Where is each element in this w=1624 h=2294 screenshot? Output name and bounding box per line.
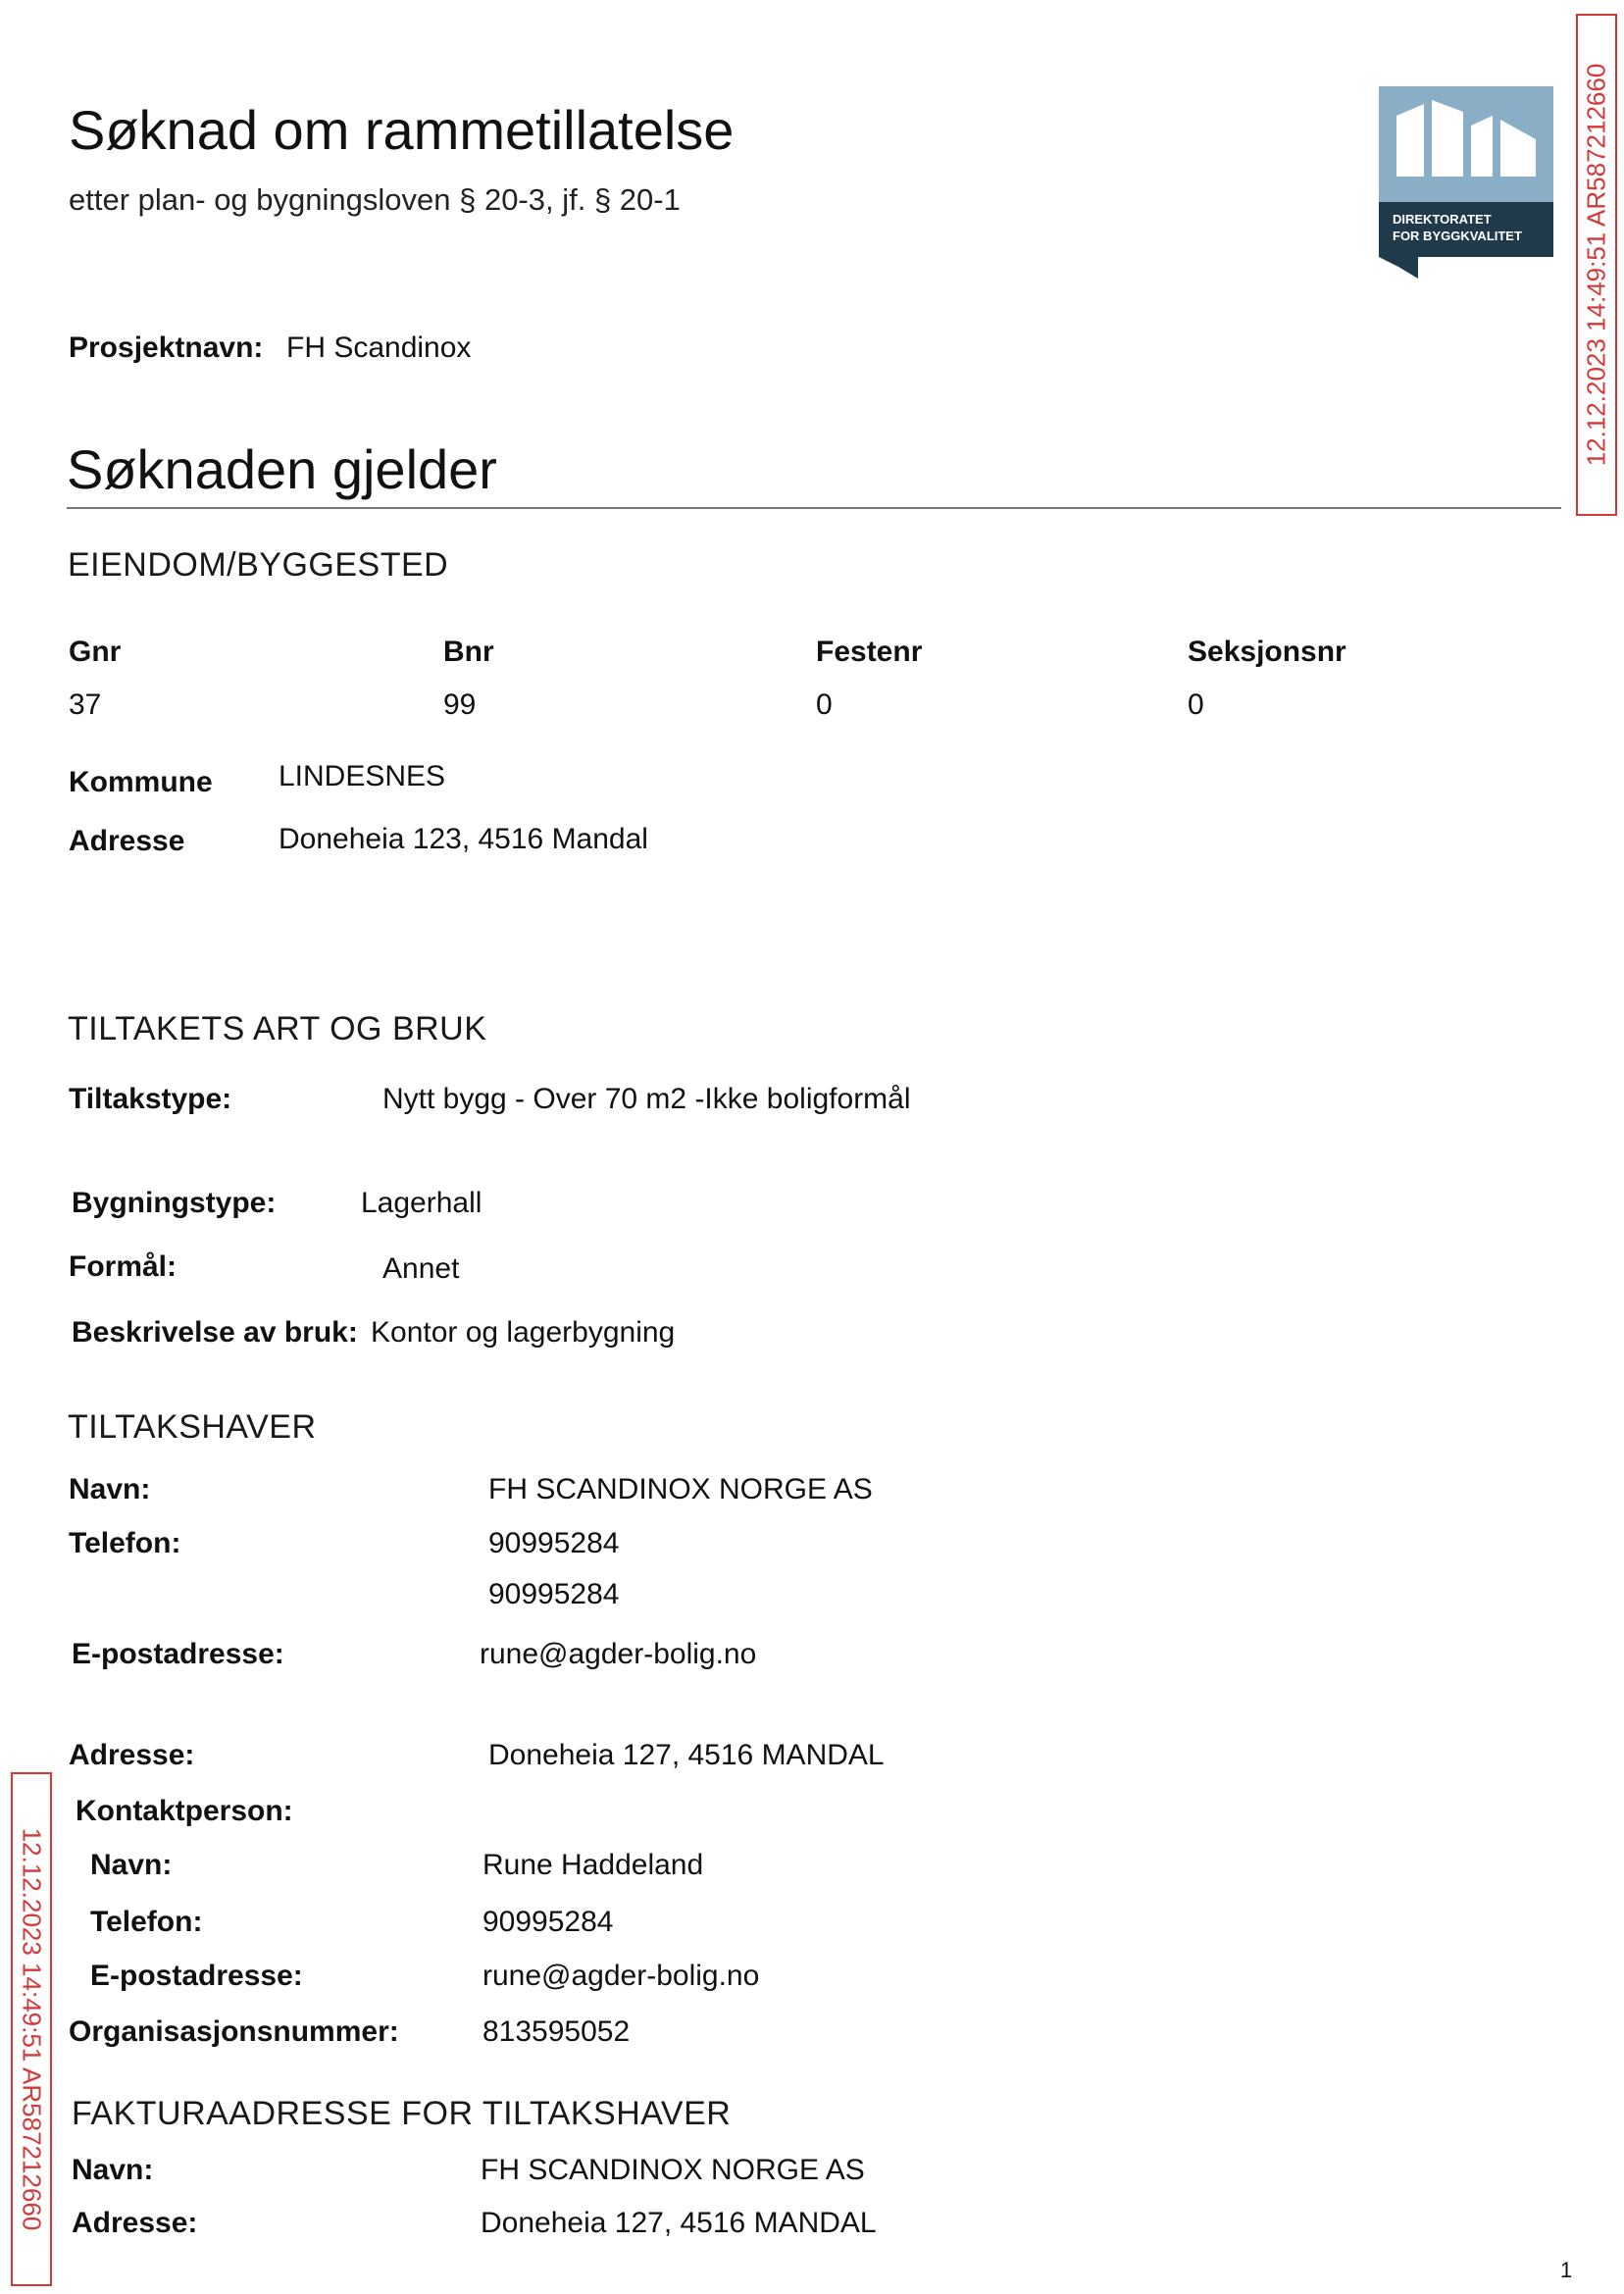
invoice-name-value: FH SCANDINOX NORGE AS <box>481 2154 865 2186</box>
owner-heading: TILTAKSHAVER <box>68 1408 317 1446</box>
gnr-value: 37 <box>69 688 102 721</box>
invoice-heading: FAKTURAADRESSE FOR TILTAKSHAVER <box>72 2095 732 2132</box>
seksjonsnr-value: 0 <box>1188 688 1204 721</box>
contact-email-value: rune@agder-bolig.no <box>482 1960 760 1992</box>
contact-person-label: Kontaktperson: <box>76 1795 293 1827</box>
municipality-label: Kommune <box>69 766 213 798</box>
logo-line2: FOR BYGGKVALITET <box>1393 229 1522 243</box>
dibk-logo <box>1379 86 1553 279</box>
project-value: FH Scandinox <box>286 331 472 364</box>
contact-phone-value: 90995284 <box>482 1906 614 1938</box>
invoice-name-label: Navn: <box>72 2154 154 2186</box>
owner-phone-value-2: 90995284 <box>488 1578 620 1610</box>
stamp-text: 12.12.2023 14:49:51 AR587212660 <box>17 1827 47 2231</box>
timestamp-stamp-bottom <box>11 1772 52 2286</box>
measure-type-label: Tiltakstype: <box>69 1083 232 1115</box>
owner-phone-value: 90995284 <box>488 1527 620 1559</box>
org-number-value: 813595052 <box>482 2015 631 2048</box>
owner-address-label: Adresse: <box>69 1739 195 1771</box>
contact-name-label: Navn: <box>90 1849 173 1881</box>
building-type-label: Bygningstype: <box>72 1187 277 1219</box>
measure-heading: TILTAKETS ART OG BRUK <box>68 1010 487 1047</box>
stamp-text: 12.12.2023 14:49:51 AR587212660 <box>1581 63 1611 467</box>
section-divider <box>67 507 1561 509</box>
purpose-value: Annet <box>382 1252 460 1285</box>
contact-email-label: E-postadresse: <box>90 1960 303 1992</box>
purpose-label: Formål: <box>69 1250 178 1283</box>
org-number-label: Organisasjonsnummer: <box>69 2015 399 2048</box>
owner-name-value: FH SCANDINOX NORGE AS <box>488 1473 873 1505</box>
logo-line1: DIREKTORATET <box>1393 212 1492 227</box>
owner-name-label: Navn: <box>69 1473 151 1505</box>
property-address-value: Doneheia 123, 4516 Mandal <box>279 823 648 855</box>
invoice-address-value: Doneheia 127, 4516 MANDAL <box>481 2207 877 2239</box>
measure-type-value: Nytt bygg - Over 70 m2 -Ikke boligformål <box>382 1083 911 1115</box>
owner-email-label: E-postadresse: <box>72 1638 284 1670</box>
seksjonsnr-label: Seksjonsnr <box>1188 636 1346 668</box>
gnr-label: Gnr <box>69 636 122 668</box>
use-description-value: Kontor og lagerbygning <box>371 1316 676 1349</box>
owner-address-value: Doneheia 127, 4516 MANDAL <box>488 1739 885 1771</box>
section-title: Søknaden gjelder <box>67 438 497 500</box>
bnr-value: 99 <box>443 688 477 721</box>
page-number: 1 <box>1560 2258 1573 2282</box>
festenr-label: Festenr <box>816 636 923 668</box>
contact-phone-label: Telefon: <box>90 1906 203 1938</box>
invoice-address-label: Adresse: <box>72 2207 198 2239</box>
bnr-label: Bnr <box>443 636 494 668</box>
property-address-label: Adresse <box>69 825 185 857</box>
document-subtitle: etter plan- og bygningsloven § 20-3, jf. § 20-1 <box>69 182 681 217</box>
owner-email-value: rune@agder-bolig.no <box>480 1638 757 1670</box>
use-description-label: Beskrivelse av bruk: <box>72 1316 358 1349</box>
contact-name-value: Rune Haddeland <box>482 1849 704 1881</box>
timestamp-stamp-top <box>1576 14 1617 516</box>
building-type-value: Lagerhall <box>361 1187 482 1219</box>
project-label: Prosjektnavn: <box>69 331 264 364</box>
document-title: Søknad om rammetillatelse <box>69 99 735 161</box>
municipality-value: LINDESNES <box>279 760 446 792</box>
property-heading: EIENDOM/BYGGESTED <box>68 546 449 584</box>
owner-phone-label: Telefon: <box>69 1527 181 1559</box>
festenr-value: 0 <box>816 688 833 721</box>
